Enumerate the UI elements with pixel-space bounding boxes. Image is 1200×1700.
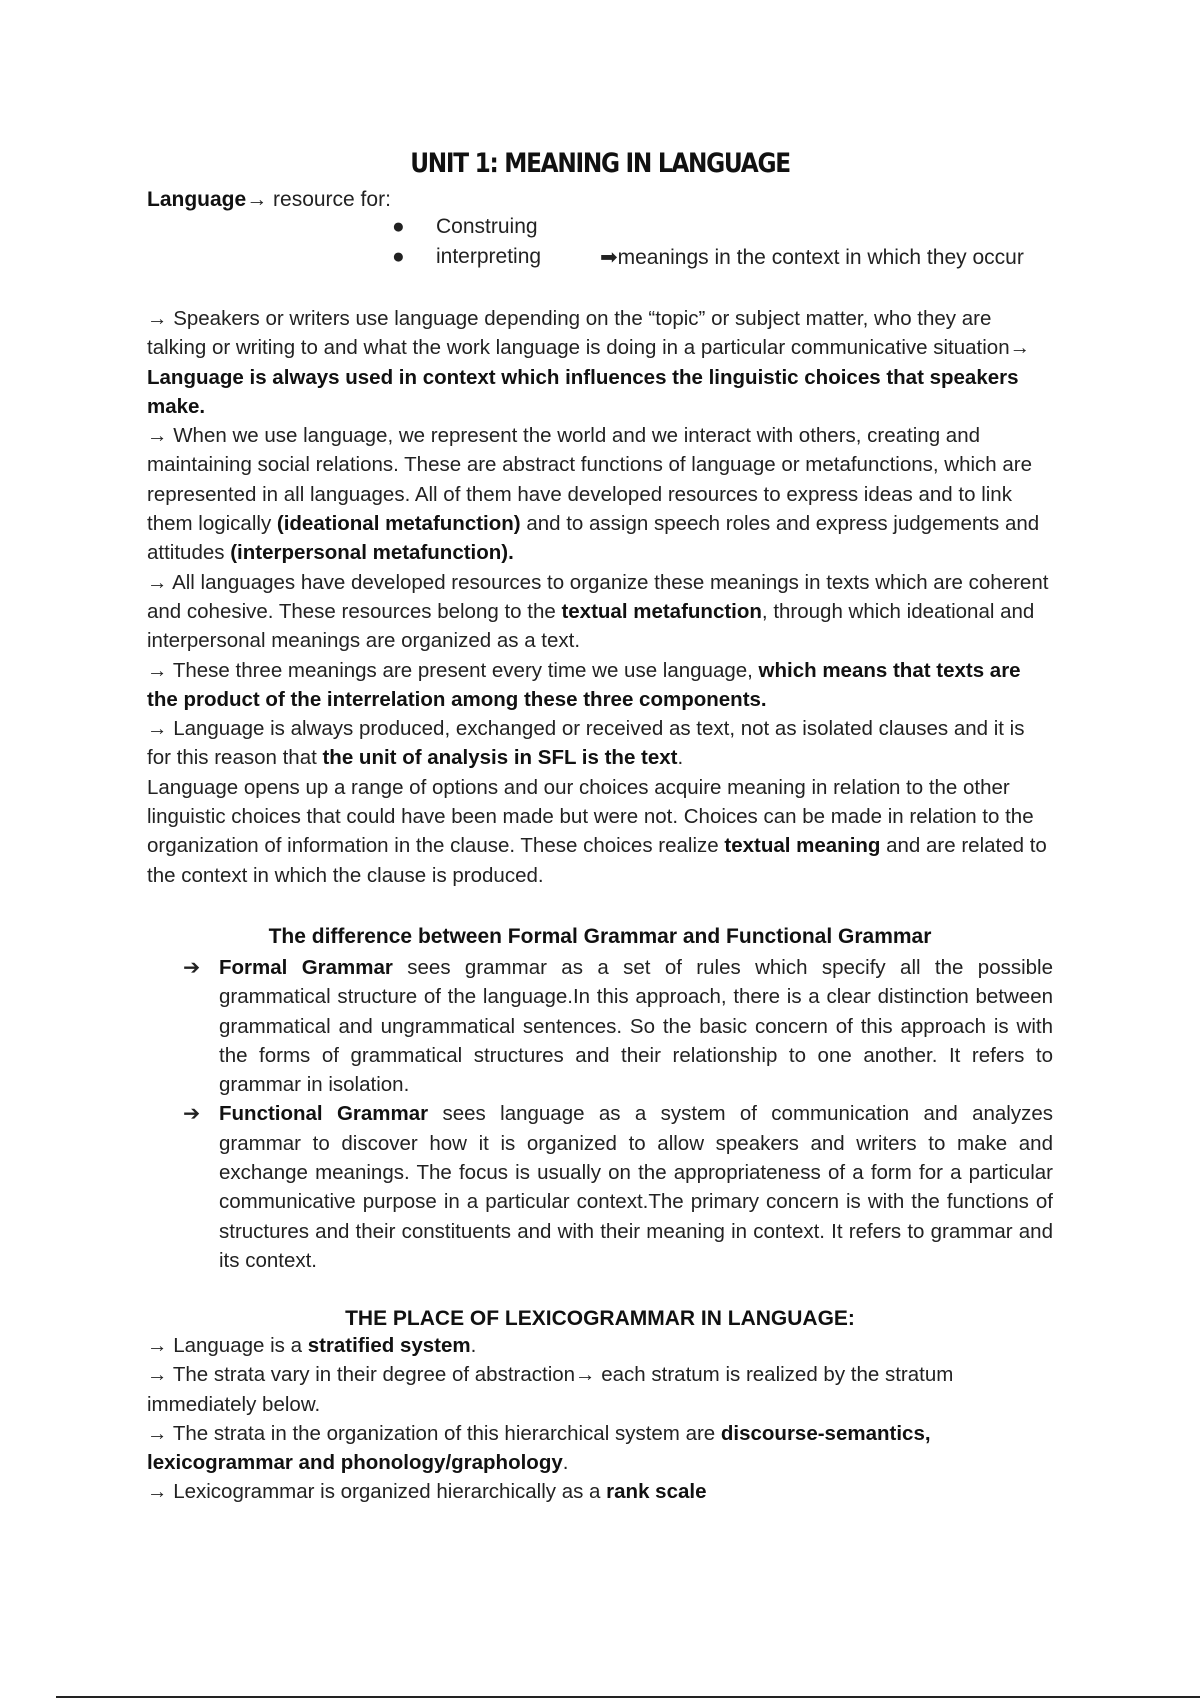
paragraph-emphasis: which means that texts are the product of the interrelation among these three components. (147, 658, 1021, 711)
paragraph (147, 568, 1053, 656)
paragraph-text: and to assign speech roles and express judgements and attitudes (147, 512, 1040, 565)
bullet-text: interpreting (436, 245, 542, 268)
item-text: sees language as a system of communication and analyzes grammar to discover how it is organized to allow speakers and writers to make and exchange meanings. The focus is usually on the appropriateness of a form for a particular communicative purpose in a particular context.The primary concern is with the functions of structures and their constituents and with their meaning in context. It refers to grammar and its context. (219, 1102, 1053, 1272)
paragraph-text: → The strata in the organization of this hierarchical system are (147, 1421, 721, 1445)
paragraph-text: → Language is a (147, 1334, 308, 1357)
paragraph-emphasis: the unit of analysis in SFL is the text (322, 746, 678, 770)
paragraph-emphasis: textual metafunction (561, 599, 762, 623)
paragraph (147, 773, 1053, 890)
item-term: Functional Grammar (219, 1102, 429, 1126)
item-text: sees grammar as a set of rules which specify all the possible grammatical structure of the language.In this approach, there is a clear distinction between grammatical and ungrammatical sentences. So the basic concern of this approach is with the forms of grammatical structures and their relationship to one another. It refers to grammar in isolation. (219, 956, 1054, 1097)
paragraph-emphasis: (interpersonal metafunction). (230, 541, 514, 565)
paragraph (147, 1419, 1053, 1478)
list-item (147, 1099, 1053, 1275)
paragraph-text: → Language is always produced, exchanged or received as text, not as isolated clauses and it is for this reason that (147, 717, 1025, 770)
paragraph-emphasis: stratified system (307, 1334, 471, 1357)
paragraph-emphasis: discourse-semantics, lexicogrammar and phonology/graphology (147, 1421, 931, 1475)
paragraph-emphasis: Language is always used in context which influences the linguistic choices that speakers make. (147, 365, 1019, 418)
paragraph-text: → Lexicogrammar is organized hierarchically as a (147, 1480, 607, 1504)
paragraph (147, 1477, 1053, 1506)
paragraph (147, 656, 1053, 715)
bullet-text: Construing (436, 215, 538, 238)
paragraph: → The strata vary in their degree of abstraction→ each stratum is realized by the stratum immediately below. (147, 1363, 954, 1416)
lexicogrammar-paragraphs (147, 1331, 1053, 1507)
arrow-bullet-icon: ➔ (183, 956, 201, 979)
grammar-section-heading: The difference between Formal Grammar and Functional Grammar (268, 925, 932, 948)
paragraph-text: . (562, 1451, 569, 1475)
paragraph (147, 714, 1053, 773)
page-title: UNIT 1: MEANING IN LANGUAGE (410, 148, 790, 179)
intro-rest: → resource for: (246, 188, 391, 211)
body-paragraphs (147, 304, 1053, 890)
bullet-list (147, 215, 1053, 275)
intro-term: Language (147, 188, 247, 211)
paragraph-text: . (470, 1334, 477, 1357)
intro-line (147, 188, 391, 212)
paragraph-emphasis: (ideational metafunction) (276, 512, 521, 536)
item-term: Formal Grammar (219, 956, 393, 979)
paragraph (147, 421, 1053, 567)
paragraph-text: → All languages have developed resources to organize these meanings in texts which are coherent and cohesive. These resources belong to the (147, 570, 1049, 623)
paragraph-text: . (677, 746, 684, 770)
bullet-icon: ● (392, 215, 405, 238)
list-item (147, 215, 1053, 245)
bullet-icon: ● (392, 245, 405, 268)
paragraph (147, 1331, 1053, 1360)
paragraph-text: and are related to the context in which the clause is produced. (147, 834, 1047, 887)
paragraph-text: → When we use language, we represent the world and we interact with others, creating and maintaining social relations. These are abstract functions of language or metafunctions, which are represented in all languages. All of them have developed resources to express ideas and to link them logically (147, 424, 1033, 536)
list-item (147, 953, 1053, 1099)
lexicogrammar-section-heading: THE PLACE OF LEXICOGRAMMAR IN LANGUAGE: (345, 1307, 855, 1330)
paragraph-emphasis: rank scale (606, 1480, 707, 1504)
paragraph-text: → Speakers or writers use language depending on the “topic” or subject matter, who they are talking or writing to and what the work language is doing in a particular communicative situation→ (147, 307, 1031, 360)
arrow-bullet-icon: ➔ (183, 1102, 201, 1126)
bullet-note: ➡meanings in the context in which they occur (600, 246, 1024, 269)
grammar-list (147, 953, 1053, 1275)
paragraph-text: , through which ideational and interpersonal meanings are organized as a text. (147, 599, 1035, 653)
paragraph-text: Language opens up a range of options and our choices acquire meaning in relation to the other linguistic choices that could have been made but were not. Choices can be made in relation to the organization of information in the clause. These choices realize (147, 775, 1034, 858)
list-item (147, 245, 1053, 275)
footer-divider (56, 1696, 1200, 1698)
paragraph-text: → These three meanings are present every time we use language, (147, 658, 759, 682)
paragraph-emphasis: textual meaning (724, 834, 881, 858)
paragraph (147, 304, 1053, 421)
